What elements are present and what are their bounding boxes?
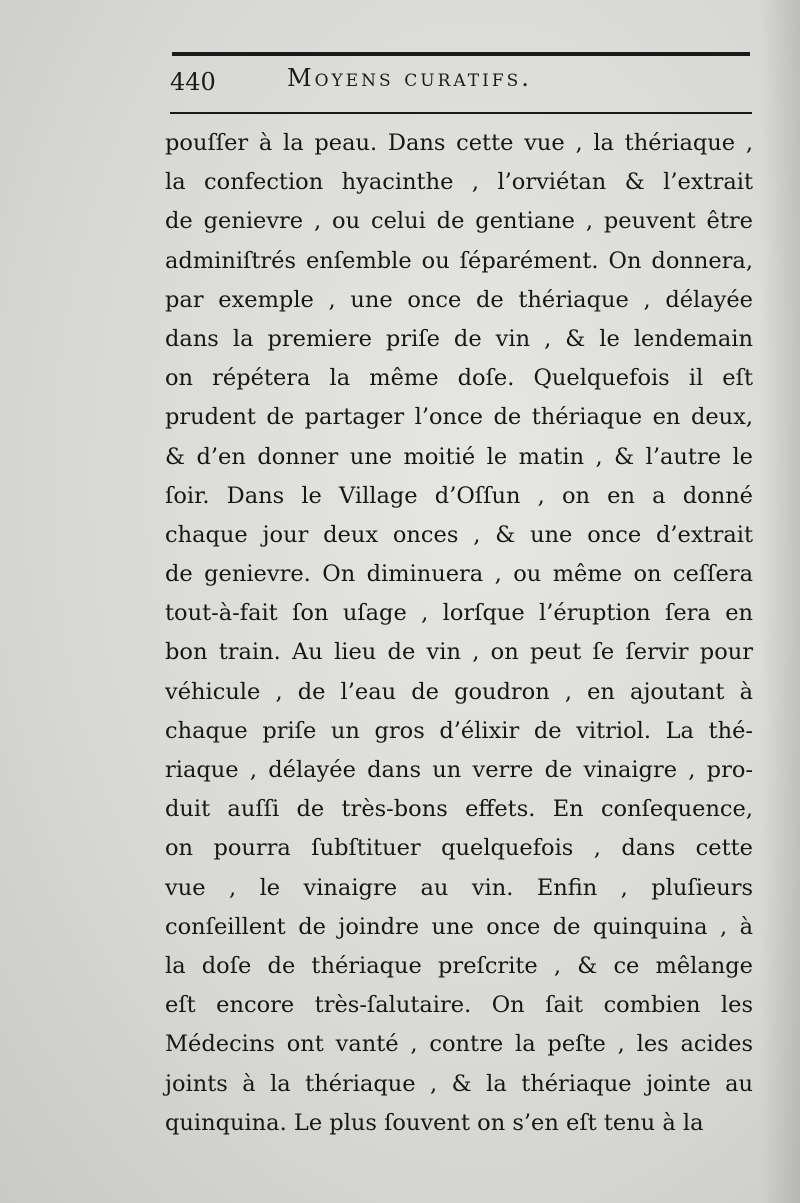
text-line: riaque , délayée dans un verre de vinaigre , pro-	[165, 757, 753, 783]
text-line: conſeillent de joindre une once de quinquina , à	[165, 913, 753, 940]
text-line: eſt encore très-ſalutaire. On ſait combien les	[165, 992, 753, 1019]
text-line: joints à la thériaque , & la thériaque jointe au	[165, 1070, 753, 1097]
text-line: Médecins ont vanté , contre la peſte , les acides	[165, 1031, 753, 1058]
header-rule-bottom	[170, 112, 752, 114]
text-line: chaque priſe un gros d’élixir de vitriol. La thé-	[165, 717, 753, 744]
text-line: bon train. Au lieu de vin , on peut ſe ſervir pour	[165, 639, 753, 666]
text-line: on pourra ſubſtituer quelquefois , dans cette	[165, 835, 753, 862]
text-line: par exemple , une once de thériaque , délayée	[165, 286, 753, 313]
body-text	[165, 124, 753, 1143]
text-line: la confection hyacinthe , l’orviétan & l’extrait	[165, 169, 753, 196]
header-rule-top	[172, 52, 750, 56]
text-line: la doſe de thériaque preſcrite , & ce mêlange	[165, 952, 753, 979]
text-line: prudent de partager l’once de thériaque en deux,	[165, 404, 753, 431]
page-edge-shadow	[760, 0, 800, 1203]
text-line: vue , le vinaigre au vin. Enfin , pluſieurs	[165, 874, 753, 901]
text-line: ſoir. Dans le Village d’Oſſun , on en a donné	[165, 482, 753, 509]
text-line: pouſſer à la peau. Dans cette vue , la thériaque ,	[165, 130, 753, 156]
text-line: de genievre , ou celui de gentiane , peuvent être	[165, 208, 753, 235]
text-line: duit auſſi de très-bons effets. En conſequence,	[165, 796, 753, 823]
page-number: 440	[170, 68, 216, 96]
text-line: adminiſtrés enſemble ou ſéparément. On donnera,	[165, 247, 753, 274]
running-head: Moyens curatifs.	[287, 64, 532, 92]
text-line: on répétera la même doſe. Quelquefois il eſt	[165, 365, 753, 392]
text-line: & d’en donner une moitié le matin , & l’autre le	[165, 443, 753, 470]
text-line: quinquina. Le plus ſouvent on s’en eſt tenu à la	[165, 1109, 704, 1136]
text-line: véhicule , de l’eau de goudron , en ajoutant à	[165, 678, 753, 705]
text-line: dans la premiere priſe de vin , & le lendemain	[165, 325, 753, 352]
text-line: tout-à-fait ſon uſage , lorſque l’éruption ſera en	[165, 600, 753, 627]
text-line: de genievre. On diminuera , ou même on ceſſera	[165, 561, 753, 588]
text-line: chaque jour deux onces , & une once d’extrait	[165, 521, 753, 548]
